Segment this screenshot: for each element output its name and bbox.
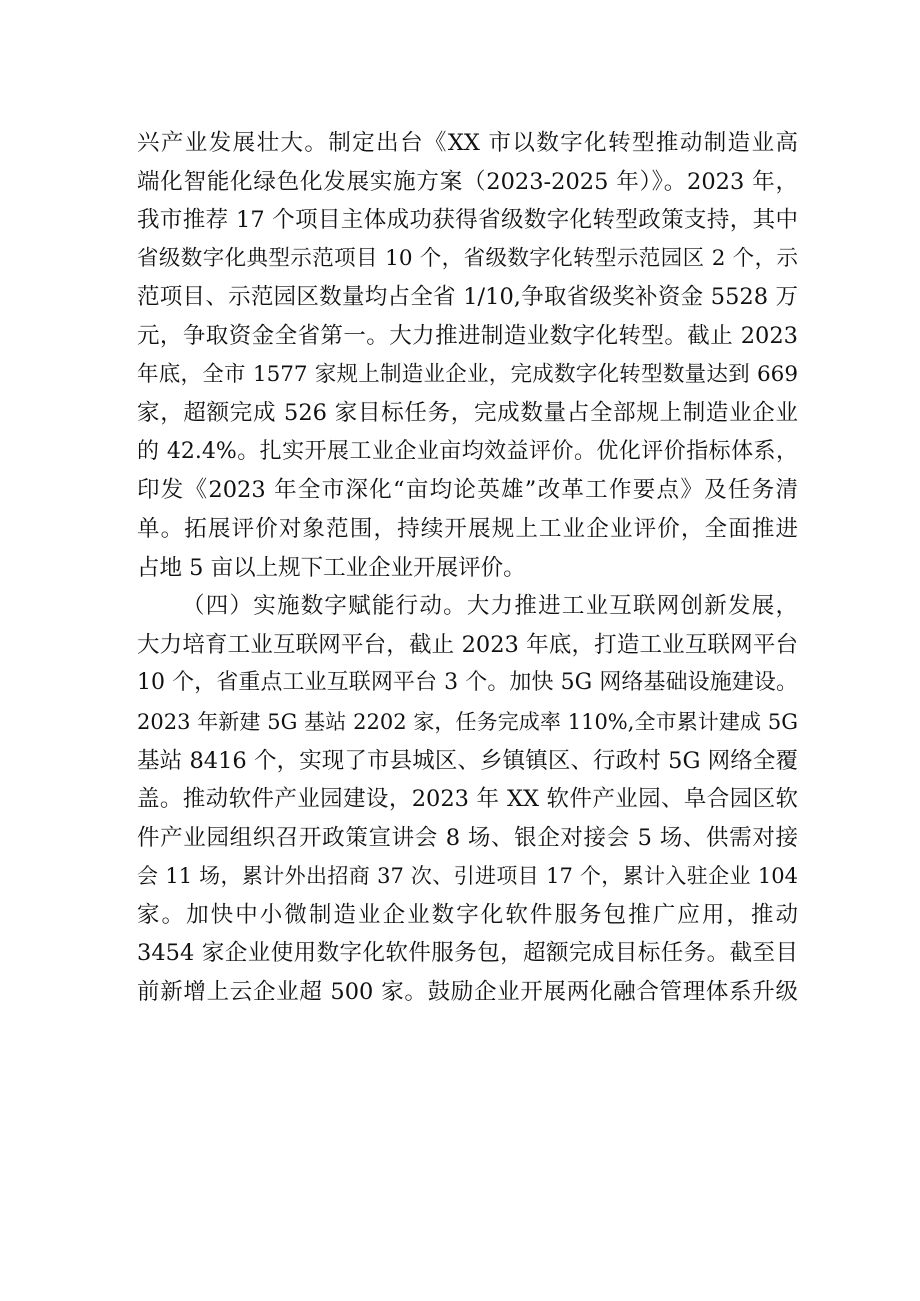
- text-line-12: 占地 5 亩以上规下工业企业开展评价。: [137, 554, 526, 581]
- text-line-18: 盖。推动软件产业园建设，2023 年 XX 软件产业园、阜合园区软: [137, 786, 798, 813]
- section-heading-line: （四）实施数字赋能行动。大力推进工业互联网创新发展，: [182, 593, 798, 620]
- text-line-7: 年底，全市 1577 家规上制造业企业，完成数字化转型数量达到 669: [137, 361, 798, 387]
- text-line-2: 端化智能化绿色化发展实施方案（2023-2025 年）》。2023 年，: [137, 168, 798, 195]
- text-line-15: 10 个，省重点工业互联网平台 3 个。加快 5G 网络基础设施建设。: [137, 670, 798, 696]
- text-line-23: 前新增上云企业超 500 家。鼓励企业开展两化融合管理体系升级: [137, 979, 798, 1006]
- text-line-14: 大力培育工业互联网平台，截止 2023 年底，打造工业互联网平台: [137, 631, 798, 658]
- text-line-9: 的 42.4%。扎实开展工业企业亩均效益评价。优化评价指标体系，: [137, 438, 798, 464]
- text-line-10: 印发《2023 年全市深化“亩均论英雄”改革工作要点》及任务清: [137, 477, 798, 504]
- text-line-1: 兴产业发展壮大。制定出台《XX 市以数字化转型推动制造业高: [137, 130, 798, 156]
- text-line-19: 件产业园组织召开政策宣讲会 8 场、银企对接会 5 场、供需对接: [137, 824, 798, 851]
- text-line-20: 会 11 场，累计外出招商 37 次、引进项目 17 个，累计入驻企业 104: [137, 864, 798, 889]
- text-line-11: 单。拓展评价对象范围，持续开展规上工业企业评价，全面推进: [137, 515, 798, 542]
- text-line-17: 基站 8416 个，实现了市县城区、乡镇镇区、行政村 5G 网络全覆: [137, 747, 798, 774]
- text-line-6: 元，争取资金全省第一。大力推进制造业数字化转型。截止 2023: [137, 322, 798, 349]
- text-line-16: 2023 年新建 5G 基站 2202 家，任务完成率 110%,全市累计建成 5G: [137, 709, 798, 734]
- text-line-4: 省级数字化典型示范项目 10 个，省级数字化转型示范园区 2 个，示: [137, 245, 798, 271]
- text-line-3: 我市推荐 17 个项目主体成功获得省级数字化转型政策支持，其中: [137, 207, 798, 234]
- document-body: [137, 124, 798, 1012]
- text-line-5: 范项目、示范园区数量均占全省 1/10,争取省级奖补资金 5528 万: [137, 284, 798, 311]
- text-line-22: 3454 家企业使用数字化软件服务包，超额完成目标任务。截至目: [137, 940, 798, 967]
- text-line-21: 家。加快中小微制造业企业数字化软件服务包推广应用，推动: [137, 901, 798, 928]
- text-line-8: 家，超额完成 526 家目标任务，完成数量占全部规上制造业企业: [137, 400, 798, 427]
